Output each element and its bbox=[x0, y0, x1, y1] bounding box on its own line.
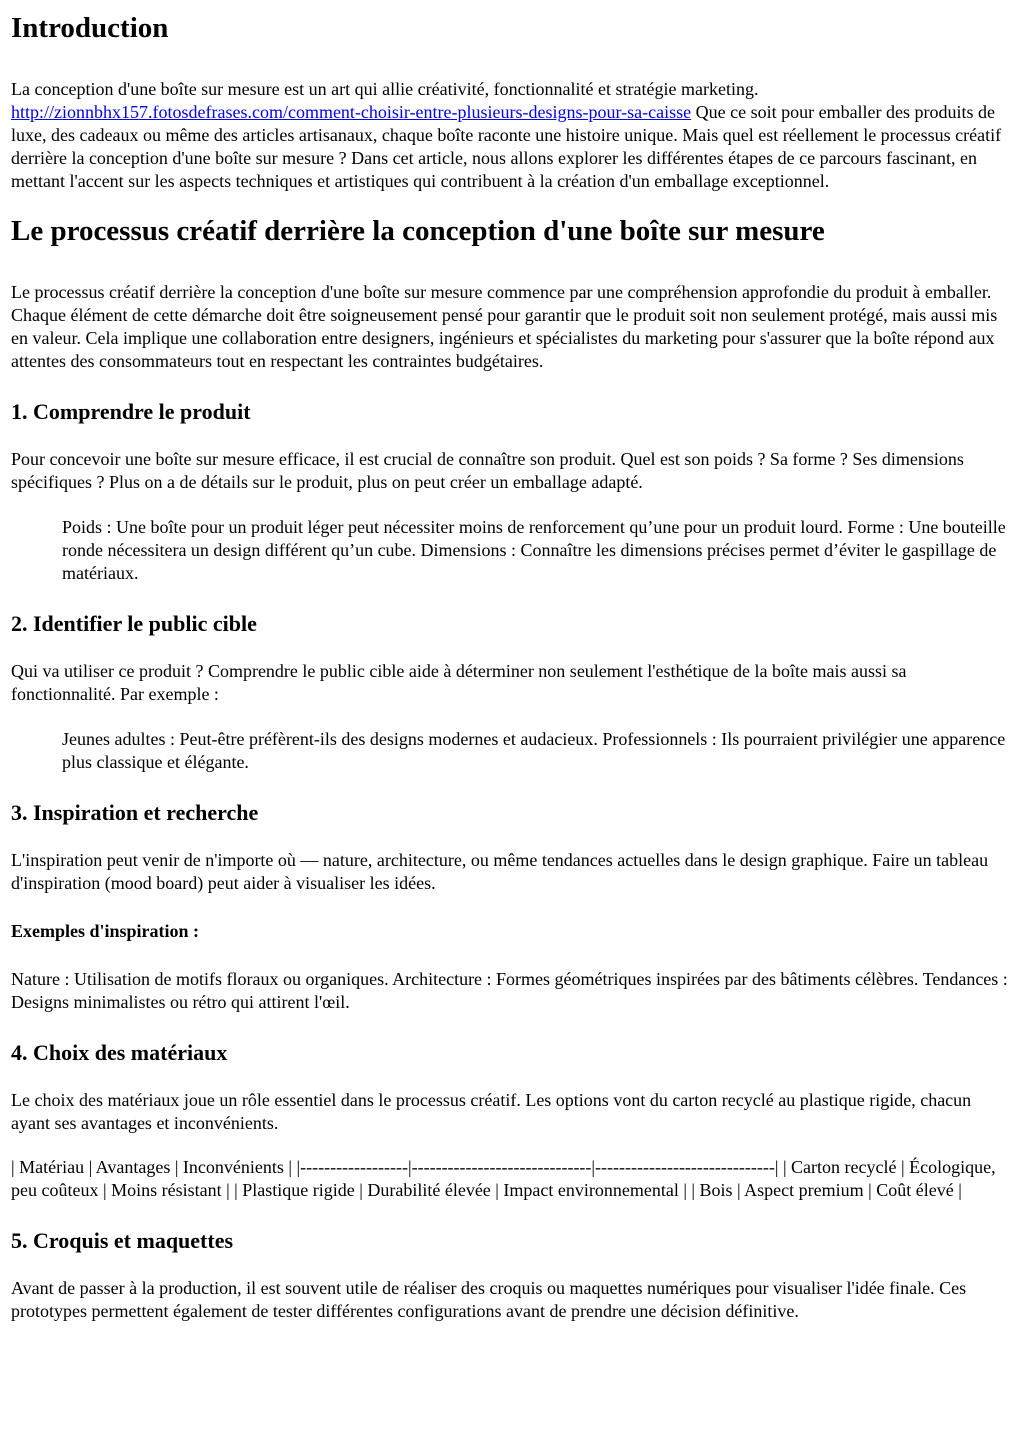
section-2-paragraph: Qui va utiliser ce produit ? Comprendre le public cible aide à déterminer non seulement l'esthétique de la boîte mais aussi sa fonctionnalité. Par exemple : bbox=[11, 661, 907, 704]
materials-table-text: | Matériau | Avantages | Inconvénients | |------------------|------------------------------|------------------------------| | Carton recyclé | Écologique, peu coûteux | Moins résistant | | Plastique rigide | Durabilité élevée | Impact environnemental | | Bois | Aspect premium | Coût élevé | bbox=[11, 1157, 996, 1200]
process-title: Le processus créatif derrière la conception d'une boîte sur mesure bbox=[11, 215, 825, 247]
section-5-title: 5. Croquis et maquettes bbox=[11, 1228, 234, 1253]
intro-text-before-link: La conception d'une boîte sur mesure est un art qui allie créativité, fonctionnalité et stratégie marketing. bbox=[11, 79, 759, 99]
section-2-title: 2. Identifier le public cible bbox=[11, 611, 257, 636]
section-5-paragraph: Avant de passer à la production, il est souvent utile de réaliser des croquis ou maquettes numériques pour visualiser l'idée finale. Ces prototypes permettent également de tester différentes configurations avant de prendre une décision définitive. bbox=[11, 1278, 967, 1321]
section-3-title: 3. Inspiration et recherche bbox=[11, 800, 259, 825]
section-4-paragraph: Le choix des matériaux joue un rôle essentiel dans le processus créatif. Les options vont du carton recyclé au plastique rigide, chacun ayant ses avantages et inconvénients. bbox=[11, 1090, 972, 1133]
section-3-subtitle: Exemples d'inspiration : bbox=[11, 921, 200, 941]
article bbox=[0, 10, 1024, 1323]
section-2-quote: Jeunes adultes : Peut-être préfèrent-ils des designs modernes et audacieux. Professionnels : Ils pourraient privilégier une apparence plus classique et élégante. bbox=[62, 729, 1006, 772]
article-link[interactable]: http://zionnbhx157.fotosdefrases.com/comment-choisir-entre-plusieurs-designs-pour-sa-caisse bbox=[11, 102, 692, 122]
section-4-title: 4. Choix des matériaux bbox=[11, 1040, 228, 1065]
section-3-examples: Nature : Utilisation de motifs floraux ou organiques. Architecture : Formes géométriques inspirées par des bâtiments célèbres. Tendances : Designs minimalistes ou rétro qui attirent l'œil. bbox=[11, 969, 1008, 1012]
process-paragraph: Le processus créatif derrière la conception d'une boîte sur mesure commence par une compréhension approfondie du produit à emballer. Chaque élément de cette démarche doit être soigneusement pensé pour garantir que le produit soit non seulement protégé, mais aussi mis en valeur. Cela implique une collaboration entre designers, ingénieurs et spécialistes du marketing pour s'assurer que la boîte répond aux attentes des consommateurs tout en respectant les contraintes budgétaires. bbox=[11, 282, 998, 371]
section-3-paragraph: L'inspiration peut venir de n'importe où — nature, architecture, ou même tendances actuelles dans le design graphique. Faire un tableau d'inspiration (mood board) peut aider à visualiser les idées. bbox=[11, 850, 989, 893]
section-1-quote: Poids : Une boîte pour un produit léger peut nécessiter moins de renforcement qu’une pour un produit lourd. Forme : Une bouteille ronde nécessitera un design différent qu’un cube. Dimensions : Connaître les dimensions précises permet d’éviter le gaspillage de matériaux. bbox=[62, 517, 1006, 583]
section-1-title: 1. Comprendre le produit bbox=[11, 399, 251, 424]
intro-text-after-link: Que ce soit pour emballer des produits de luxe, des cadeaux ou même des articles artisanaux, chaque boîte raconte une histoire unique. Mais quel est réellement le processus créatif derrière la conception d'une boîte sur mesure ? Dans cet article, nous allons explorer les différentes étapes de ce parcours fascinant, en mettant l'accent sur les aspects techniques et artistiques qui contribuent à la création d'un emballage exceptionnel. bbox=[11, 102, 1002, 191]
intro-paragraph bbox=[11, 78, 1013, 193]
intro-title: Introduction bbox=[11, 12, 169, 44]
section-1-paragraph: Pour concevoir une boîte sur mesure efficace, il est crucial de connaître son produit. Quel est son poids ? Sa forme ? Ses dimensions spécifiques ? Plus on a de détails sur le produit, plus on peut créer un emballage adapté. bbox=[11, 449, 964, 492]
